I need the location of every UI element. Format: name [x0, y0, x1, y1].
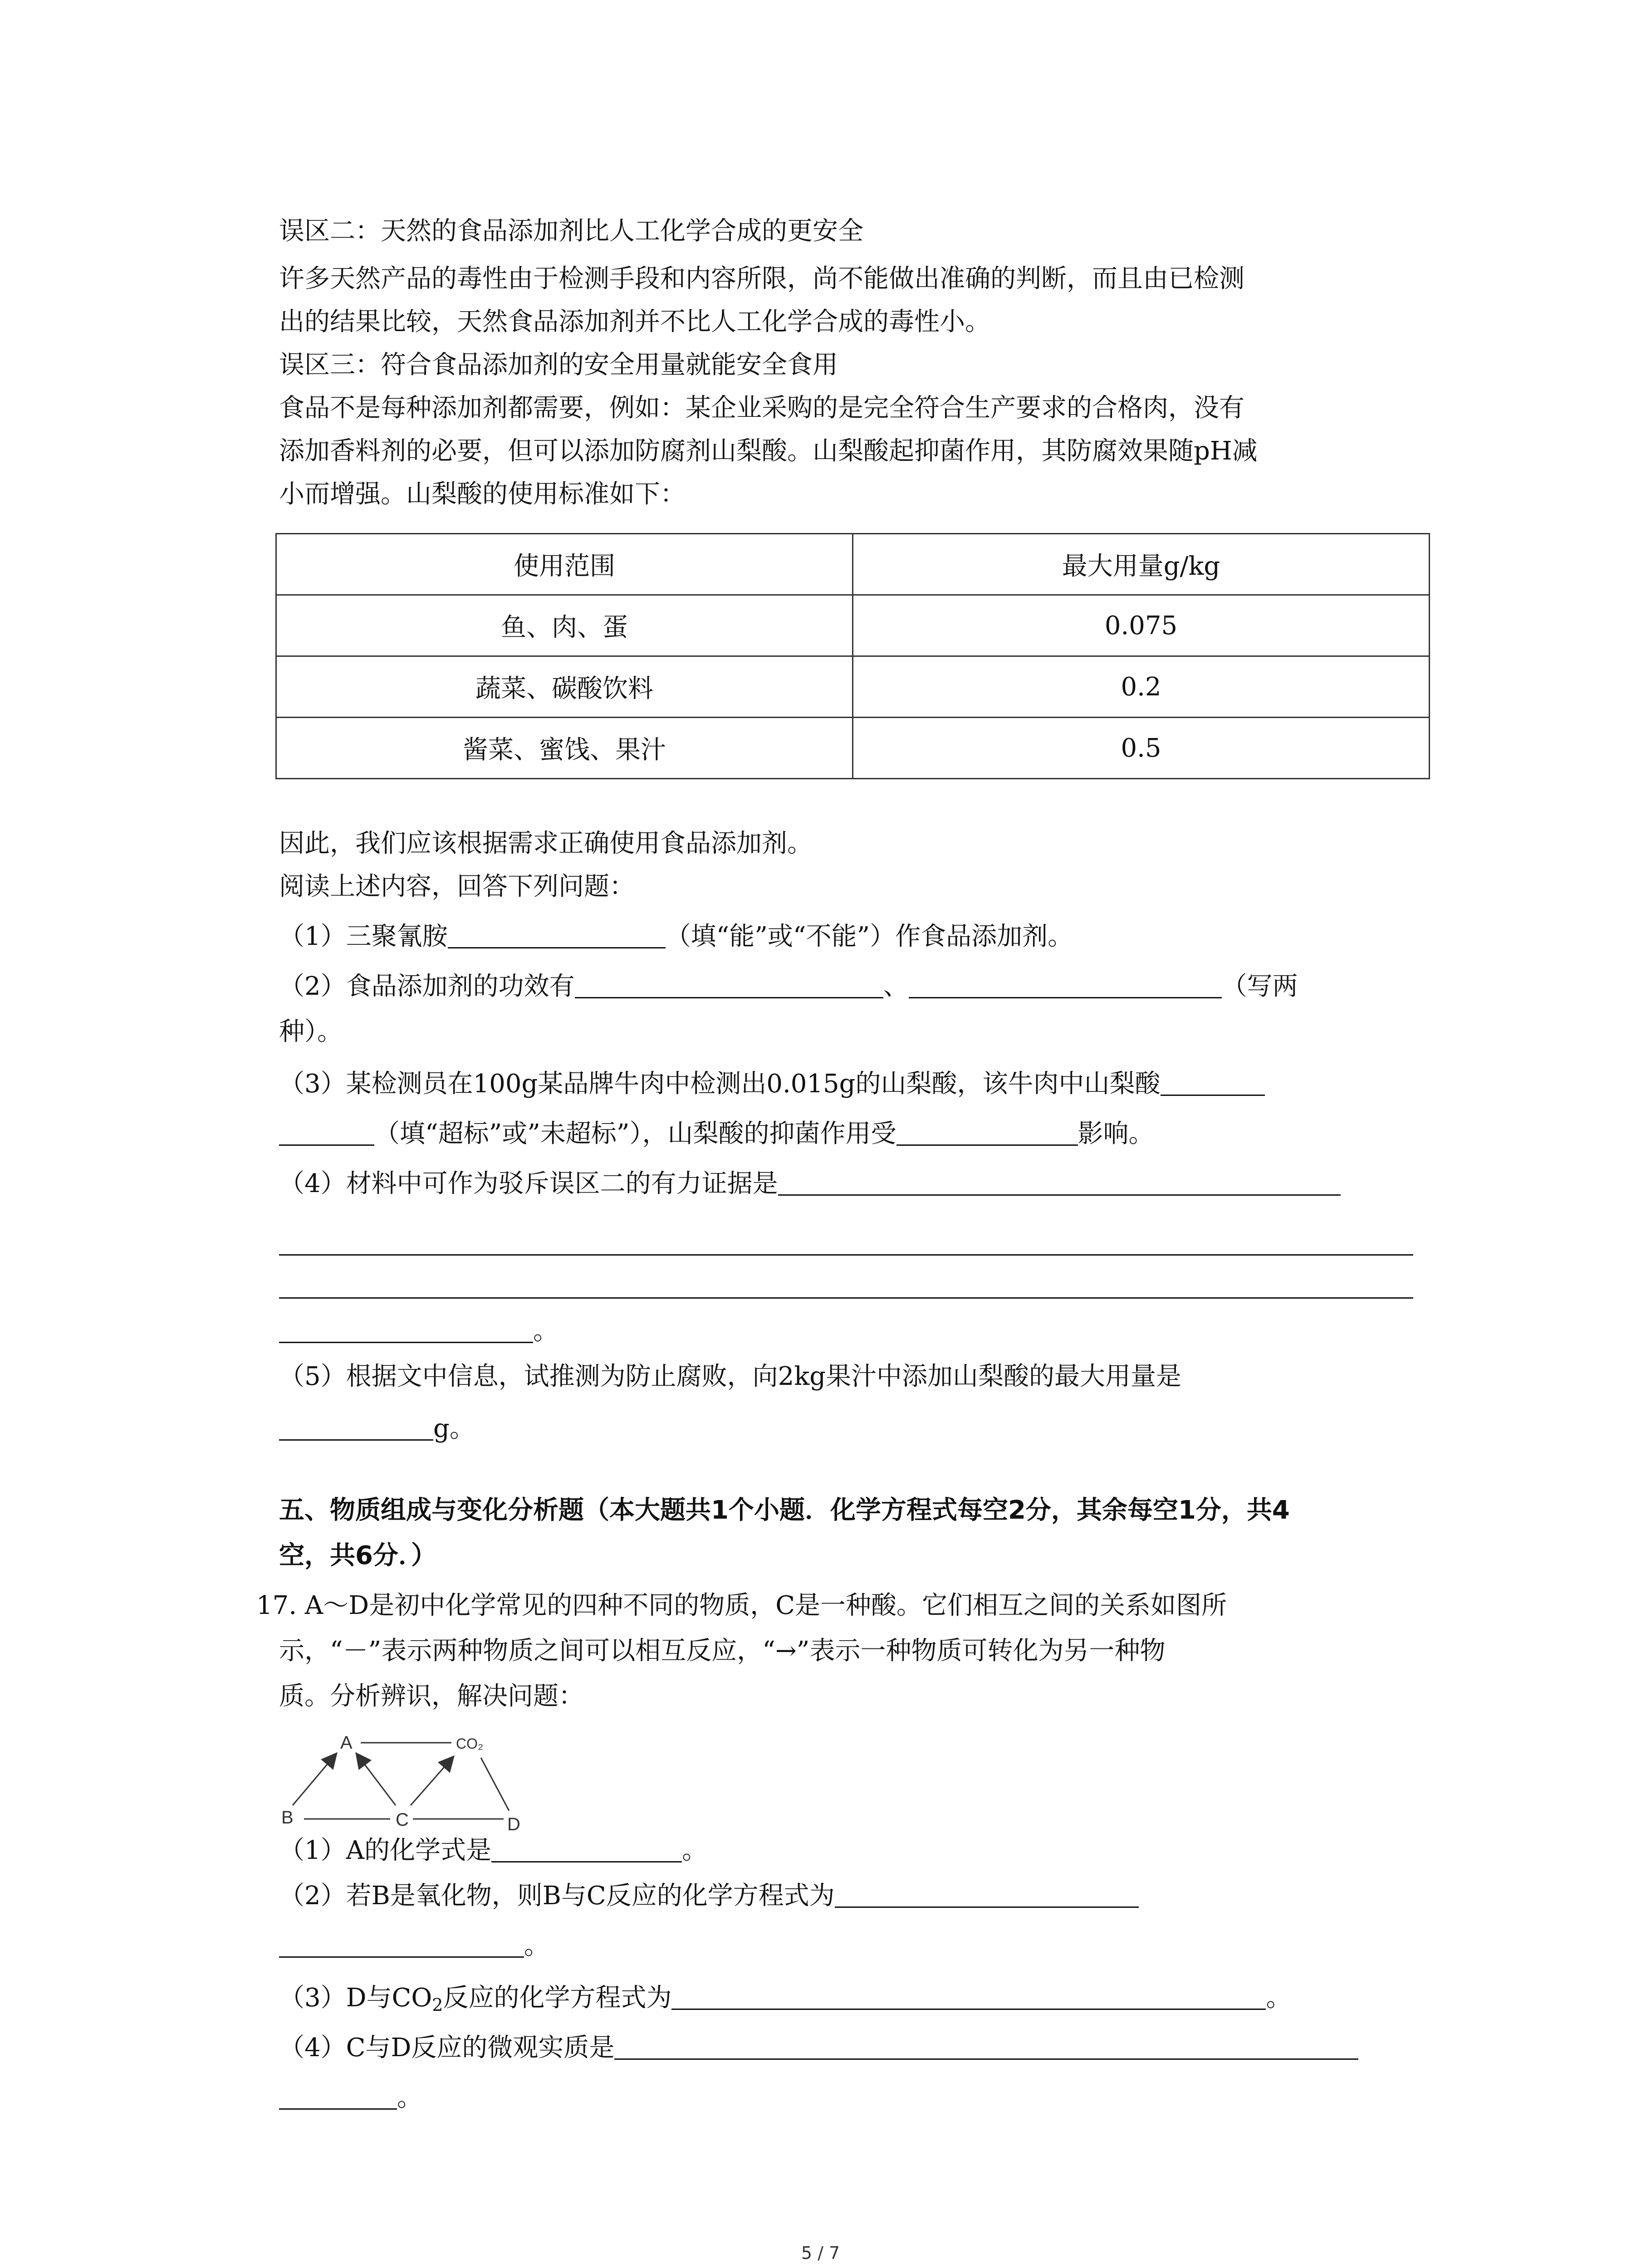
q16-3-cont: （填“超标”或”未超标”），山梨酸的抑菌作用受 影响。	[279, 1116, 1437, 1152]
node-b: B	[281, 1808, 294, 1828]
page-number: 5 / 7	[801, 2243, 840, 2263]
substance-relationship-diagram	[277, 1733, 549, 1837]
q17-stem-line3: 质。分析辨识，解决问题：	[279, 1681, 584, 1711]
answer-blank[interactable]	[835, 1879, 1139, 1908]
table-header-row	[276, 534, 1430, 595]
table-cell: 酱菜、蜜饯、果汁	[276, 718, 853, 779]
answer-blank[interactable]	[671, 1981, 1266, 2010]
q17-3: （3）D与$CO_2$反应的化学方程式为 。	[279, 1980, 1437, 2023]
instruction-text: 阅读上述内容，回答下列问题：	[279, 872, 635, 901]
node-d: D	[507, 1814, 520, 1834]
answer-blank[interactable]	[1161, 1067, 1265, 1096]
node-co2: CO₂	[456, 1735, 484, 1752]
answer-line[interactable]	[279, 1254, 1413, 1256]
myth3-body-line2: 添加香料剂的必要，但可以添加防腐剂山梨酸。山梨酸起抑菌作用，其防腐效果随pH减	[279, 436, 1258, 466]
conclusion-text: 因此，我们应该根据需求正确使用食品添加剂。	[279, 829, 813, 858]
table-header-cell: 使用范围	[276, 534, 853, 595]
table-cell: 0.2	[853, 656, 1430, 718]
q16-5-cont: g。	[279, 1411, 1437, 1447]
answer-blank[interactable]	[909, 970, 1222, 998]
edge-b-to-a	[293, 1753, 337, 1805]
answer-blank[interactable]	[279, 1315, 533, 1343]
q16-2-cont: 种）。	[279, 1017, 343, 1046]
answer-blank[interactable]	[614, 2031, 1358, 2060]
node-c: C	[396, 1810, 409, 1830]
q16-3: （3）某检测员在100g某品牌牛肉中检测出0.015g的山梨酸，该牛肉中山梨酸	[279, 1066, 1437, 1102]
answer-blank[interactable]	[279, 2081, 397, 2110]
q16-2: （2）食品添加剂的功效有 、 （写两	[279, 968, 1437, 1005]
answer-blank[interactable]	[279, 1929, 524, 1958]
edge-co2-d	[481, 1758, 509, 1811]
table-row	[276, 656, 1430, 718]
q17-2: （2）若B是氧化物，则B与C反应的化学方程式为	[279, 1878, 1437, 1914]
myth3-body-line1: 食品不是每种添加剂都需要，例如：某企业采购的是完全符合生产要求的合格肉，没有	[279, 393, 1244, 423]
answer-blank[interactable]	[448, 920, 666, 948]
answer-blank[interactable]	[778, 1167, 1341, 1196]
answer-blank[interactable]	[491, 1834, 682, 1862]
answer-blank[interactable]	[896, 1117, 1078, 1146]
answer-blank[interactable]	[575, 970, 883, 998]
answer-line[interactable]	[279, 1297, 1413, 1299]
table-header-cell: 最大用量g/kg	[853, 534, 1430, 595]
answer-blank[interactable]	[279, 1117, 374, 1146]
q17-1: （1）A的化学式是 。	[279, 1833, 1437, 1869]
node-a: A	[340, 1733, 353, 1753]
q16-5: （5）根据文中信息，试推测为防止腐败，向2kg果汁中添加山梨酸的最大用量是	[279, 1362, 1182, 1391]
section5-heading-cont: 空，共6分．）	[279, 1541, 436, 1570]
table-row	[276, 595, 1430, 656]
myth2-title: 误区二：天然的食品添加剂比人工化学合成的更安全	[279, 216, 863, 246]
q17-4: （4）C与D反应的微观实质是	[279, 2030, 1437, 2066]
table-cell: 鱼、肉、蛋	[276, 595, 853, 656]
q17-2-cont: 。	[279, 1928, 1437, 1964]
myth3-title: 误区三：符合食品添加剂的安全用量就能安全食用	[279, 350, 838, 380]
myth3-body-line3: 小而增强。山梨酸的使用标准如下：	[279, 479, 686, 509]
q17-stem-line1: 17. A～D是初中化学常见的四种不同的物质，C是一种酸。它们相互之间的关系如图所	[256, 1591, 1227, 1620]
answer-blank[interactable]	[279, 1412, 433, 1441]
table-cell: 蔬菜、碳酸饮料	[276, 656, 853, 718]
table-cell: 0.075	[853, 595, 1430, 656]
q17-4-cont: 。	[279, 2080, 1437, 2116]
table-row	[276, 718, 1430, 779]
sorbic-acid-usage-table	[275, 533, 1430, 779]
q16-4: （4）材料中可作为驳斥误区二的有力证据是	[279, 1166, 1437, 1202]
q16-4-end: 。	[279, 1313, 1437, 1349]
q17-stem-line2: 示，“－”表示两种物质之间可以相互反应，“→”表示一种物质可转化为另一种物	[279, 1636, 1166, 1666]
edge-c-to-a	[356, 1753, 396, 1805]
table-cell: 0.5	[853, 718, 1430, 779]
edge-c-to-co2	[411, 1756, 454, 1805]
q16-1: （1）三聚氰胺 （填“能”或“不能”）作食品添加剂。	[279, 919, 1437, 955]
myth2-body-line1: 许多天然产品的毒性由于检测手段和内容所限，尚不能做出准确的判断，而且由已检测	[279, 264, 1244, 293]
section5-heading: 五、物质组成与变化分析题（本大题共1个小题．化学方程式每空2分，其余每空1分，共4	[279, 1496, 1290, 1525]
myth2-body-line2: 出的结果比较，天然食品添加剂并不比人工化学合成的毒性小。	[279, 307, 990, 337]
